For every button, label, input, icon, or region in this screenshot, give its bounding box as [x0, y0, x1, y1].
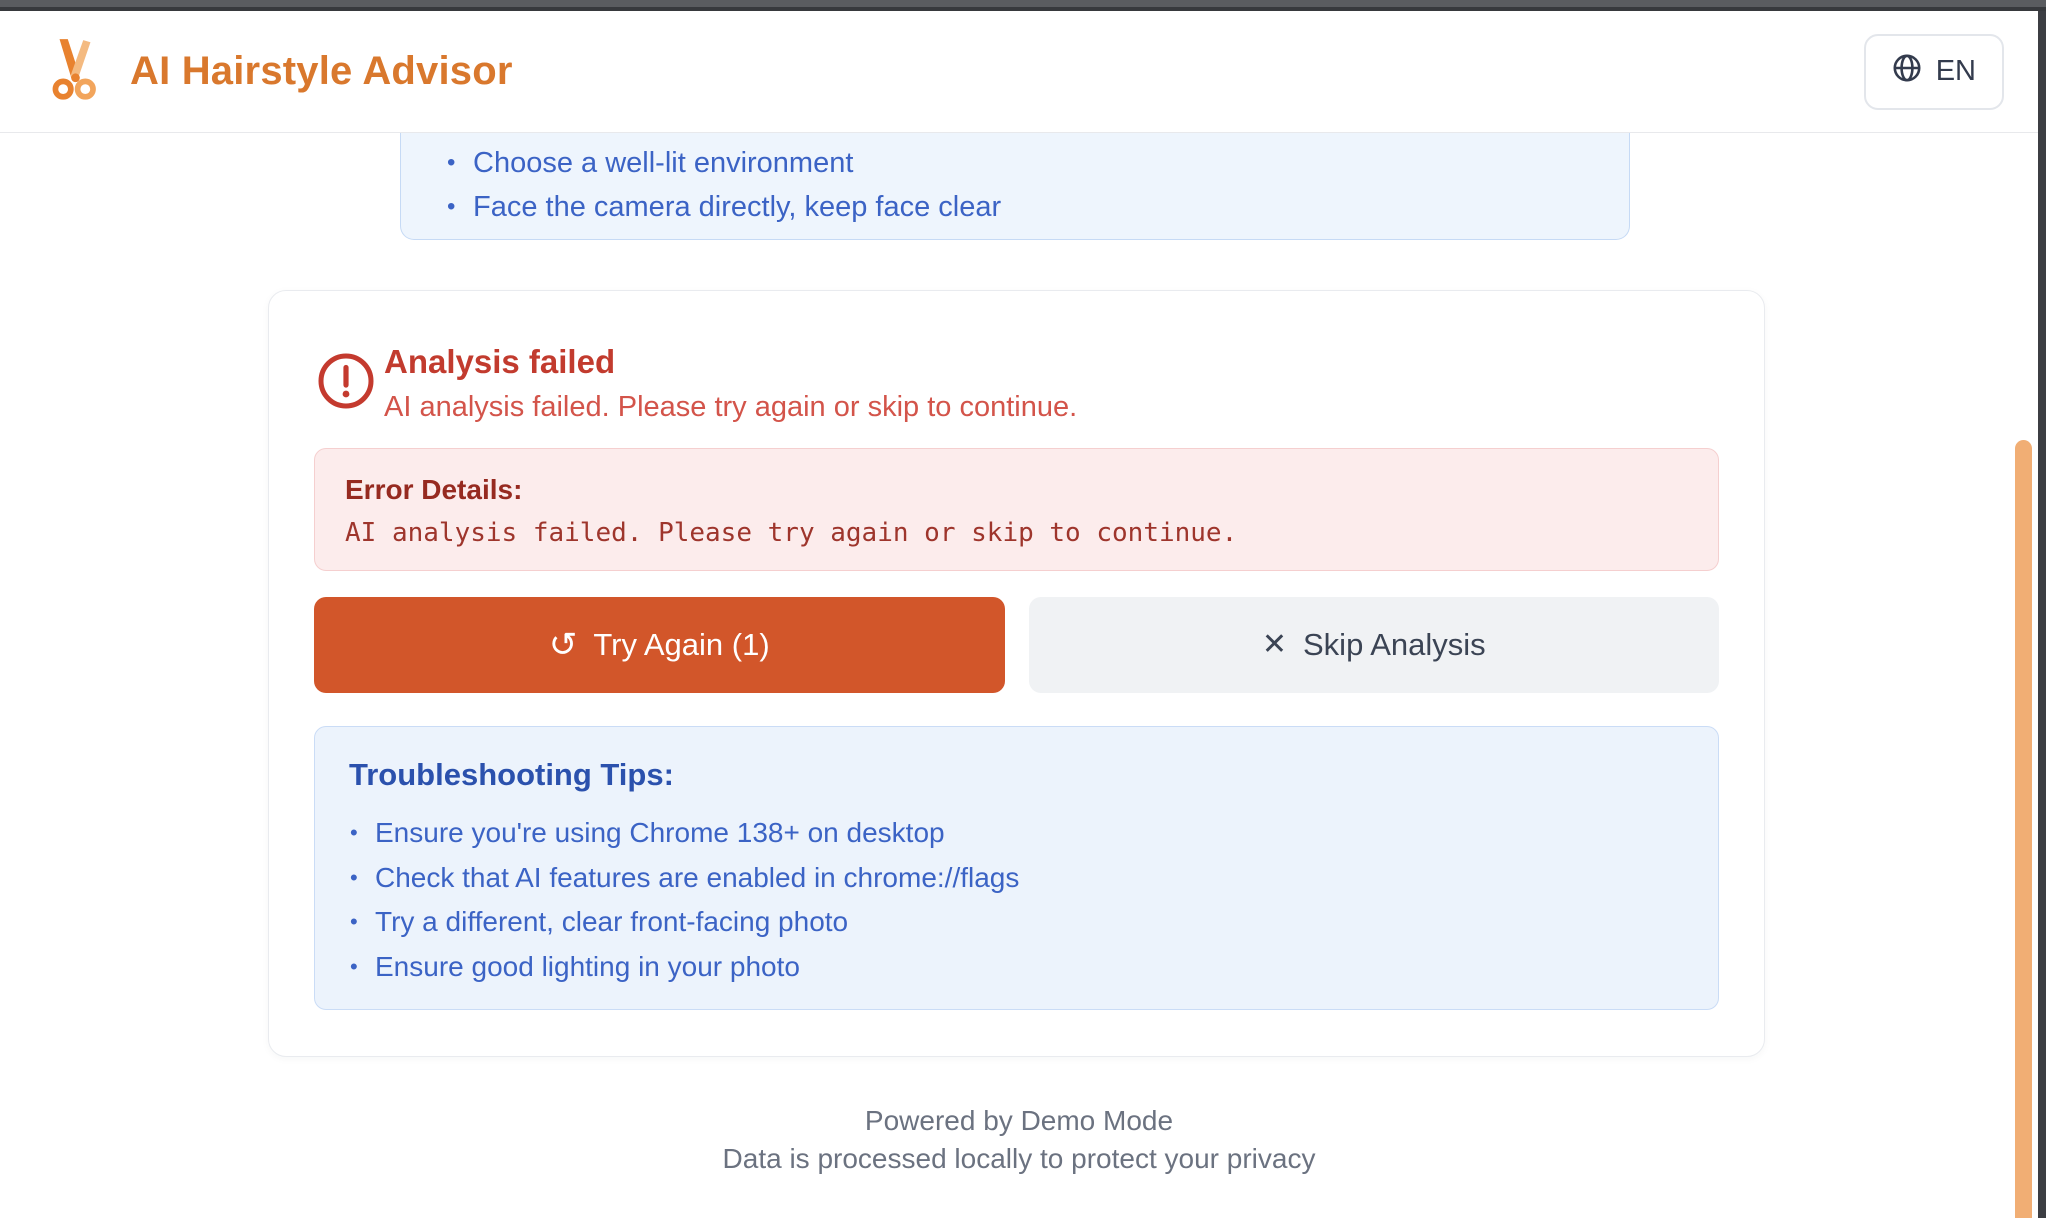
app-title: AI Hairstyle Advisor	[130, 49, 513, 93]
language-label: EN	[1935, 55, 1976, 87]
window-top-edge	[0, 0, 2046, 11]
brand	[42, 36, 513, 107]
error-texts	[384, 343, 1077, 424]
skip-analysis-button[interactable]	[1029, 597, 1720, 693]
troubleshooting-list	[349, 811, 1684, 989]
photo-tip-item: • Choose a well-lit environment	[445, 141, 1589, 185]
photo-tips-box	[400, 133, 1630, 240]
troubleshooting-item: • Ensure you're using Chrome 138+ on desktop	[349, 811, 1684, 856]
error-actions	[314, 597, 1719, 693]
footer-powered-by: Powered by Demo Mode	[864, 1105, 1174, 1136]
retry-icon: ↺	[548, 626, 578, 664]
try-again-label: Try Again (1)	[593, 627, 770, 662]
page-footer	[0, 1102, 2038, 1178]
scrollbar-track	[2038, 0, 2046, 1218]
troubleshooting-item: • Check that AI features are enabled in chrome://flags	[349, 856, 1684, 901]
error-details-text: AI analysis failed. Please try again or skip to continue.	[345, 518, 1238, 548]
globe-icon	[1892, 53, 1922, 91]
close-icon: ✕	[1261, 628, 1287, 661]
error-message: AI analysis failed. Please try again or skip to continue.	[384, 391, 1078, 423]
error-header	[314, 343, 1719, 424]
photo-tip-item: • Face the camera directly, keep face clear	[445, 185, 1589, 229]
app-header	[0, 11, 2038, 133]
analysis-error-card	[268, 290, 1765, 1057]
error-details-label: Error Details:	[345, 474, 523, 505]
try-again-button[interactable]	[314, 597, 1005, 693]
alert-circle-icon	[317, 352, 375, 415]
photo-tips-list	[445, 141, 1589, 229]
footer-privacy-note: Data is processed locally to protect your privacy	[722, 1143, 1316, 1174]
scrollbar-thumb[interactable]	[2015, 440, 2032, 1218]
language-button[interactable]	[1864, 34, 2004, 110]
troubleshooting-box	[314, 726, 1719, 1010]
troubleshooting-item: • Ensure good lighting in your photo	[349, 945, 1684, 990]
error-title: Analysis failed	[384, 343, 616, 380]
scissors-icon	[42, 36, 108, 107]
troubleshooting-item: • Try a different, clear front-facing photo	[349, 900, 1684, 945]
error-details-box	[314, 448, 1719, 571]
skip-analysis-label: Skip Analysis	[1303, 627, 1486, 662]
troubleshooting-title: Troubleshooting Tips:	[349, 757, 674, 792]
